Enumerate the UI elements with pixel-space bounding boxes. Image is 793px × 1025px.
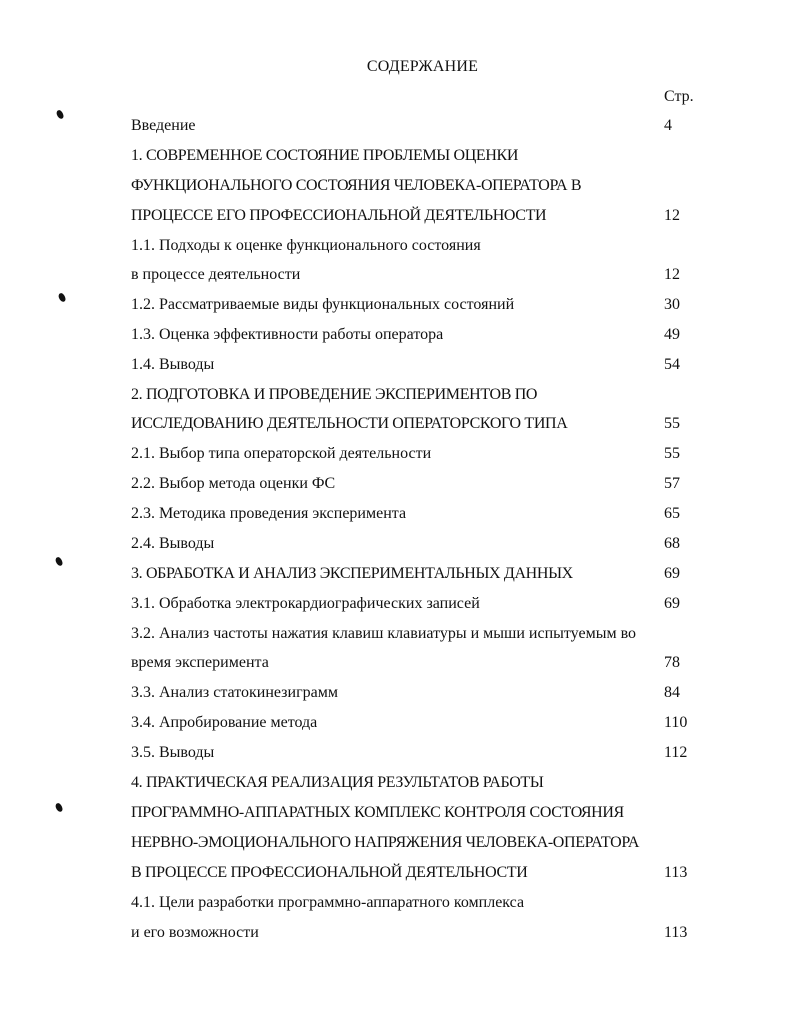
toc-entry-title: 2. ПОДГОТОВКА И ПРОВЕДЕНИЕ ЭКСПЕРИМЕНТОВ ПО [131,386,538,403]
toc-entry [131,804,691,828]
toc-entry [131,356,691,380]
toc-entry-page: 54 [664,356,680,373]
toc-entry-page: 113 [664,924,688,941]
toc-entry-title: НЕРВНО-ЭМОЦИОНАЛЬНОГО НАПРЯЖЕНИЯ ЧЕЛОВЕКА-ОПЕРАТОРА [131,834,640,851]
binding-hole-mark [55,802,64,813]
toc-entry-page: 110 [664,714,688,731]
toc-entry-page: 113 [664,864,688,881]
toc-entry [131,177,691,201]
toc-entry [131,654,691,678]
toc-entry-page: 4 [664,117,672,134]
toc-entry-page: 57 [664,475,680,492]
toc-entry [131,595,691,619]
toc-entry-title: 1. СОВРЕМЕННОЕ СОСТОЯНИЕ ПРОБЛЕМЫ ОЦЕНКИ [131,147,519,164]
page-title: СОДЕРЖАНИЕ [366,58,479,75]
toc-entry-page: 49 [664,326,680,343]
toc-entry-title: 4. ПРАКТИЧЕСКАЯ РЕАЛИЗАЦИЯ РЕЗУЛЬТАТОВ РАБОТЫ [131,774,544,791]
toc-entry [131,505,691,529]
toc-entry-title: Введение [131,117,196,134]
toc-entry [131,475,691,499]
toc-entry-page: 78 [664,654,680,671]
toc-entry-title: 3.3. Анализ статокинезиграмм [131,684,338,701]
binding-hole-mark [55,556,64,567]
toc-entry-title: 4.1. Цели разработки программно-аппаратного комплекса [131,894,525,911]
toc-entry-title: 3.2. Анализ частоты нажатия клавиш клавиатуры и мыши испытуемым во [131,625,637,642]
toc-entry [131,774,691,798]
toc-entry-title: 3.1. Обработка электрокардиографических записей [131,595,480,612]
toc-entry-title: 1.4. Выводы [131,356,215,373]
toc-entry [131,924,691,948]
toc-entry-page: 69 [664,595,680,612]
toc-entry-title: ФУНКЦИОНАЛЬНОГО СОСТОЯНИЯ ЧЕЛОВЕКА-ОПЕРАТОРА В [131,177,582,194]
toc-entry-title: 3.5. Выводы [131,744,215,761]
toc-entry [131,237,691,261]
toc-entry-page: 69 [664,565,680,582]
toc-entry-title: 3. ОБРАБОТКА И АНАЛИЗ ЭКСПЕРИМЕНТАЛЬНЫХ ДАННЫХ [131,565,573,582]
toc-entry-title: 2.2. Выбор метода оценки ФС [131,475,336,492]
toc-entry [131,714,691,738]
toc-entry [131,296,691,320]
toc-entry [131,147,691,171]
toc-entry [131,834,691,858]
toc-entry [131,684,691,708]
toc-entry-title: 3.4. Апробирование метода [131,714,318,731]
toc-entry-page: 12 [664,266,680,283]
toc-entry-title: ПРОГРАММНО-АППАРАТНЫХ КОМПЛЕКС КОНТРОЛЯ СОСТОЯНИЯ [131,804,624,821]
binding-hole-mark [58,292,67,303]
toc-entry-title: 1.1. Подходы к оценке функционального состояния [131,237,481,254]
toc-entry [131,117,691,141]
toc-entry [131,207,691,231]
toc-entry [131,415,691,439]
toc-entry [131,266,691,290]
toc-entry [131,864,691,888]
toc-entry [131,625,691,649]
toc-entry [131,445,691,469]
toc-entry-title: 1.2. Рассматриваемые виды функциональных состояний [131,296,515,313]
toc-entry-page: 68 [664,535,680,552]
toc-entry-title: 2.3. Методика проведения эксперимента [131,505,407,522]
toc-entry-title: 2.1. Выбор типа операторской деятельности [131,445,432,462]
toc-entry-page: 12 [664,207,680,224]
toc-entry-page: 84 [664,684,680,701]
toc-entry-page: 30 [664,296,680,313]
toc-entry-title: ИССЛЕДОВАНИЮ ДЕЯТЕЛЬНОСТИ ОПЕРАТОРСКОГО ТИПА [131,415,568,432]
toc-entry-title: 1.3. Оценка эффективности работы оператора [131,326,444,343]
toc-entry [131,535,691,559]
toc-entry-title: В ПРОЦЕССЕ ПРОФЕССИОНАЛЬНОЙ ДЕЯТЕЛЬНОСТИ [131,864,528,881]
toc-entry [131,744,691,768]
toc-entry-title: ПРОЦЕССЕ ЕГО ПРОФЕССИОНАЛЬНОЙ ДЕЯТЕЛЬНОСТИ [131,207,547,224]
toc-entry-title: в процессе деятельности [131,266,301,283]
toc-entry-page: 55 [664,445,680,462]
toc-entry-title: время эксперимента [131,654,269,671]
toc-entry-title: и его возможности [131,924,259,941]
toc-entry-page: 112 [664,744,688,761]
toc-entry-title: 2.4. Выводы [131,535,215,552]
toc-entry-page: 55 [664,415,680,432]
binding-hole-mark [56,109,65,120]
toc-entry-page: 65 [664,505,680,522]
page-column-label: Стр. [664,88,694,105]
toc-entry [131,894,691,918]
toc-entry [131,326,691,350]
toc-entry [131,386,691,410]
toc-entry [131,565,691,589]
